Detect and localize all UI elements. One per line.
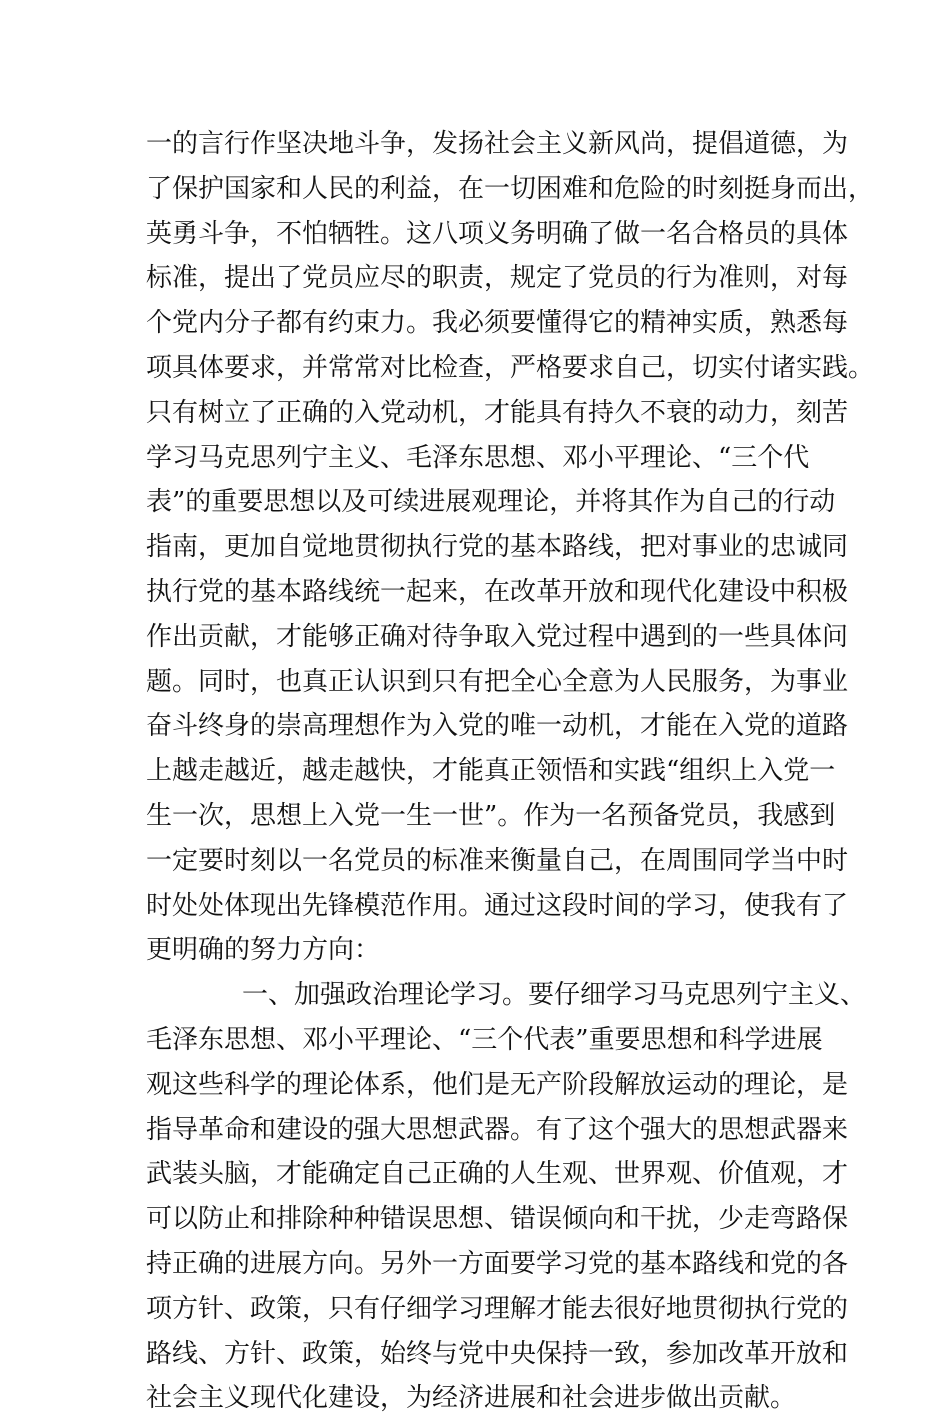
text-line: 表”的重要思想以及可续进展观理论，并将其作为自己的行动 (146, 487, 836, 518)
text-line: 一的言行作坚决地斗争，发扬社会主义新风尚，提倡道德，为 (146, 129, 849, 159)
text-line: 指南，更加自觉地贯彻执行党的基本路线，把对事业的忠诚同 (146, 532, 849, 563)
text-line: 执行党的基本路线统一起来，在改革开放和现代化建设中积极 (146, 576, 849, 607)
text-line: 时处处体现出先锋模范作用。通过这段时间的学习，使我有了 (146, 890, 849, 921)
text-line: 一定要时刻以一名党员的标准来衡量自己，在周围同学当中时 (146, 845, 849, 876)
text-line: 项具体要求，并常常对比检查，严格要求自己，切实付诸实践。 (146, 352, 875, 383)
text-line: 奋斗终身的崇高理想作为入党的唯一动机，才能在入党的道路 (146, 711, 849, 742)
text-line: 观这些科学的理论体系，他们是无产阶段解放运动的理论，是 (146, 1069, 849, 1100)
text-line: 只有树立了正确的入党动机，才能具有持久不衰的动力，刻苦 (146, 397, 849, 428)
text-line: 英勇斗争，不怕牺牲。这八项义务明确了做一名合格员的具体 (146, 218, 849, 249)
text-line: 武装头脑，才能确定自己正确的人生观、世界观、价值观，才 (146, 1159, 849, 1190)
text-line: 一、加强政治理论学习。要仔细学习马克思列宁主义、 (242, 980, 867, 1011)
text-line: 生一次，思想上入党一生一世”。作为一名预备党员，我感到 (146, 800, 836, 831)
text-line: 了保护国家和人民的利益，在一切困难和危险的时刻挺身而出， (146, 173, 875, 204)
text-line: 项方针、政策，只有仔细学习理解才能去很好地贯彻执行党的 (146, 1293, 849, 1324)
text-line: 毛泽东思想、邓小平理论、“三个代表”重要思想和科学进展 (146, 1024, 823, 1055)
text-line: 指导革命和建设的强大思想武器。有了这个强大的思想武器来 (146, 1114, 849, 1145)
text-line: 持正确的进展方向。另外一方面要学习党的基本路线和党的各 (146, 1248, 849, 1279)
text-line: 学习马克思列宁主义、毛泽东思想、邓小平理论、“三个代 (146, 442, 810, 473)
text-line: 作出贡献，才能够正确对待争取入党过程中遇到的一些具体问 (146, 621, 849, 652)
text-line: 可以防止和排除种种错误思想、错误倾向和干扰，少走弯路保 (146, 1204, 849, 1235)
document-body (146, 122, 875, 1421)
text-line: 标准，提出了党员应尽的职责，规定了党员的行为准则，对每 (146, 263, 849, 294)
text-line: 路线、方针、政策，始终与党中央保持一致，参加改革开放和 (146, 1338, 849, 1369)
text-line: 更明确的努力方向： (146, 935, 381, 966)
paragraph-1 (146, 122, 875, 973)
text-line: 个党内分子都有约束力。我必须要懂得它的精神实质，熟悉每 (146, 308, 849, 339)
text-line: 社会主义现代化建设，为经济进展和社会进步做出贡献。 (146, 1383, 797, 1414)
paragraph-2 (146, 973, 867, 1421)
text-line: 题。同时，也真正认识到只有把全心全意为人民服务，为事业 (146, 666, 849, 697)
text-line: 上越走越近，越走越快，才能真正领悟和实践“组织上入党一 (146, 756, 836, 787)
